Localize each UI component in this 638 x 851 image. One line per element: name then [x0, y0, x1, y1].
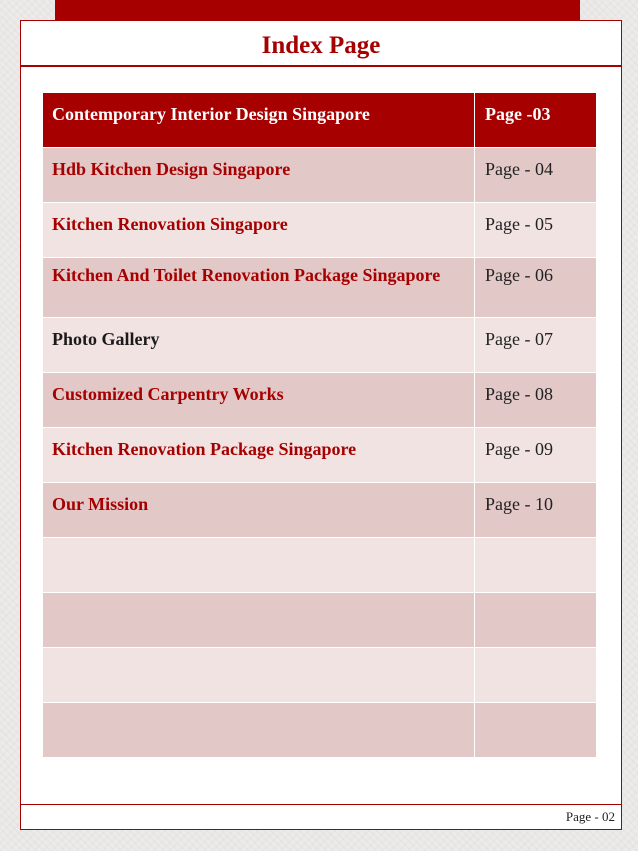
empty-row	[43, 593, 596, 648]
index-topic[interactable]: Customized Carpentry Works	[43, 373, 475, 428]
table-row	[43, 318, 596, 373]
empty-cell	[43, 538, 475, 593]
empty-cell	[475, 703, 596, 758]
index-page: Page - 05	[475, 203, 596, 258]
index-topic[interactable]: Photo Gallery	[43, 318, 475, 373]
index-page: Page - 09	[475, 428, 596, 483]
empty-cell	[43, 703, 475, 758]
table-header-row	[43, 93, 596, 148]
empty-cell	[43, 593, 475, 648]
title-divider	[21, 65, 621, 67]
table-row	[43, 428, 596, 483]
index-topic[interactable]: Kitchen Renovation Package Singapore	[43, 428, 475, 483]
index-topic[interactable]: Kitchen And Toilet Renovation Package Singapore	[43, 258, 475, 318]
index-page: Page - 07	[475, 318, 596, 373]
empty-cell	[43, 648, 475, 703]
empty-cell	[475, 538, 596, 593]
page-frame	[20, 20, 622, 830]
empty-row	[43, 648, 596, 703]
footer-divider	[21, 804, 621, 805]
table-row	[43, 483, 596, 538]
index-page: Page - 10	[475, 483, 596, 538]
index-topic[interactable]: Our Mission	[43, 483, 475, 538]
index-topic[interactable]: Kitchen Renovation Singapore	[43, 203, 475, 258]
table-row	[43, 148, 596, 203]
index-topic[interactable]: Contemporary Interior Design Singapore	[43, 93, 475, 148]
empty-row	[43, 703, 596, 758]
top-accent-bar	[55, 0, 580, 20]
empty-cell	[475, 593, 596, 648]
index-table	[43, 93, 596, 758]
index-topic[interactable]: Hdb Kitchen Design Singapore	[43, 148, 475, 203]
table-row	[43, 373, 596, 428]
index-page: Page - 06	[475, 258, 596, 318]
page-number: Page - 02	[565, 809, 615, 824]
empty-row	[43, 538, 596, 593]
table-row	[43, 203, 596, 258]
index-page: Page - 08	[475, 373, 596, 428]
page-title: Index Page	[261, 32, 381, 59]
empty-cell	[475, 648, 596, 703]
index-page: Page -03	[475, 93, 596, 148]
index-page: Page - 04	[475, 148, 596, 203]
table-row	[43, 258, 596, 318]
